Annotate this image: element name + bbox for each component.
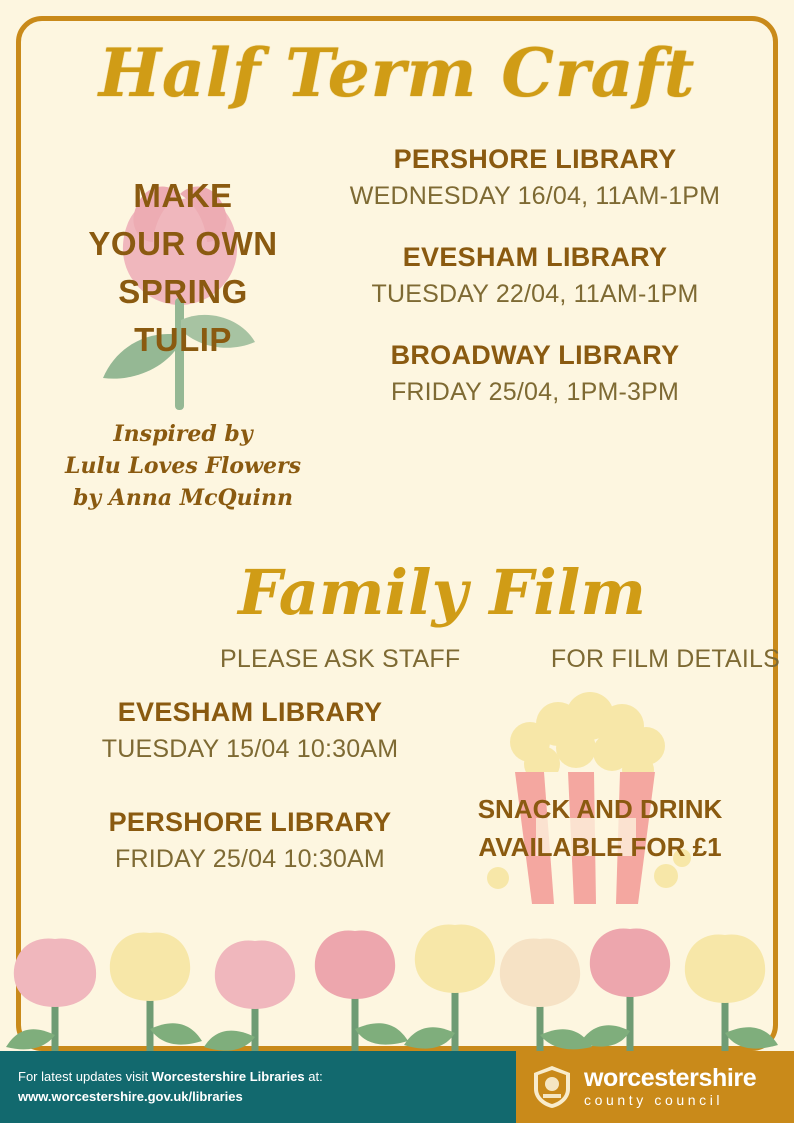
- make-line-4: TULIP: [134, 321, 232, 358]
- make-line-1: MAKE: [133, 177, 233, 214]
- tulip-border-illustration: [0, 911, 794, 1051]
- film-note-right: FOR FILM DETAILS: [550, 645, 780, 673]
- session-item: [30, 803, 470, 877]
- session-when: TUESDAY 22/04, 11AM-1PM: [371, 280, 699, 308]
- session-library: PERSHORE LIBRARY: [108, 807, 392, 837]
- inspired-line-3: by Anna McQuinn: [72, 485, 294, 511]
- session-library: PERSHORE LIBRARY: [393, 144, 677, 174]
- inspired-line-1: Inspired by: [113, 421, 253, 447]
- page-title: Half Term Craft: [98, 34, 696, 112]
- craft-session-list: [300, 140, 770, 434]
- make-your-own-heading: [38, 172, 328, 364]
- session-when: TUESDAY 15/04 10:30AM: [101, 735, 399, 763]
- inspired-by-credit: [38, 418, 328, 514]
- session-library: EVESHAM LIBRARY: [402, 242, 668, 272]
- film-session-list: [30, 693, 470, 913]
- council-crest-icon: [530, 1064, 574, 1110]
- film-note-left: PLEASE ASK STAFF: [220, 645, 461, 673]
- snack-line-2: AVAILABLE FOR £1: [478, 832, 722, 862]
- footer-line1-suffix: at:: [304, 1069, 323, 1084]
- council-logo: [516, 1051, 794, 1123]
- brand-line-2: county council: [584, 1092, 724, 1108]
- footer-line1-bold: Worcestershire Libraries: [151, 1069, 305, 1084]
- brand-line-1: worcestershire: [584, 1064, 757, 1092]
- session-when: WEDNESDAY 16/04, 11AM-1PM: [349, 182, 721, 210]
- footer-line1-prefix: For latest updates visit: [18, 1069, 152, 1084]
- make-line-3: SPRING: [118, 273, 248, 310]
- session-item: [300, 238, 770, 312]
- film-details-note: [220, 645, 780, 674]
- footer-line-1: [18, 1067, 323, 1087]
- family-film-title: Family Film: [238, 556, 646, 629]
- inspired-line-2: Lulu Loves Flowers: [64, 453, 301, 479]
- session-item: [300, 140, 770, 214]
- session-item: [30, 693, 470, 767]
- snack-line-1: SNACK AND DRINK: [477, 794, 723, 824]
- footer-url[interactable]: www.worcestershire.gov.uk/libraries: [18, 1089, 243, 1104]
- session-item: [300, 336, 770, 410]
- session-library: BROADWAY LIBRARY: [390, 340, 680, 370]
- footer-text: [0, 1067, 323, 1107]
- session-library: EVESHAM LIBRARY: [117, 697, 383, 727]
- footer: [0, 1051, 794, 1123]
- snack-info: [440, 790, 760, 866]
- session-when: FRIDAY 25/04 10:30AM: [115, 845, 385, 873]
- make-line-2: YOUR OWN: [88, 225, 278, 262]
- session-when: FRIDAY 25/04, 1PM-3PM: [390, 378, 680, 406]
- council-logo-text: [574, 1065, 756, 1109]
